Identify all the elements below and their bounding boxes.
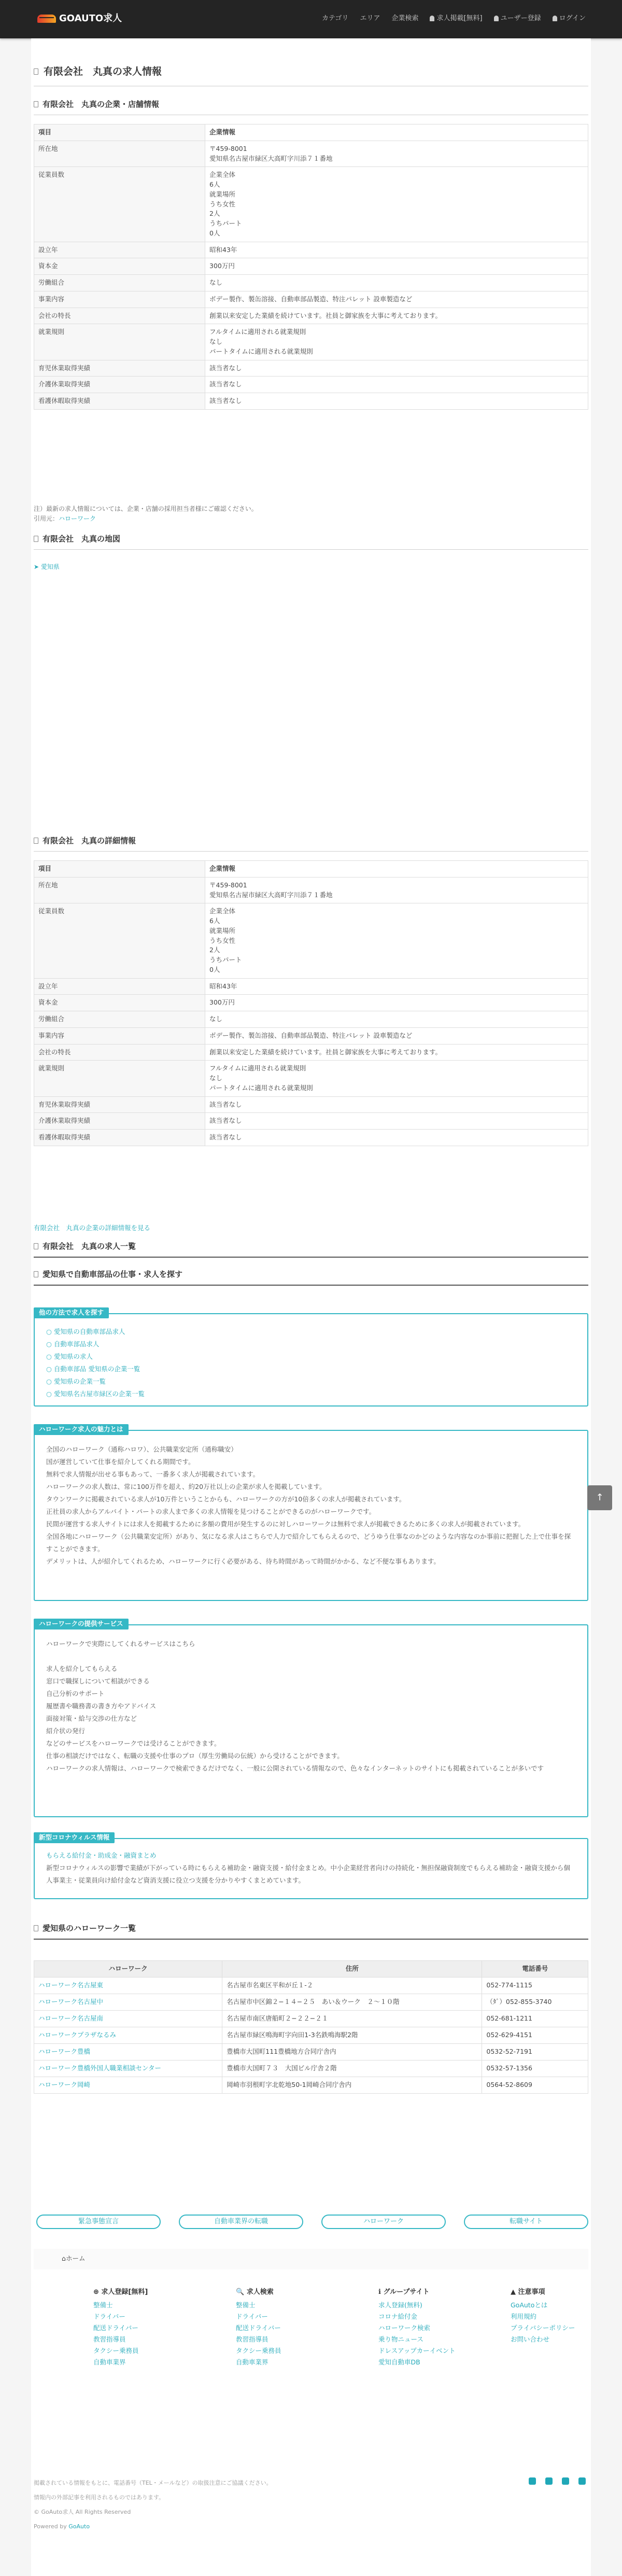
footer-link[interactable]: 求人登録(無料) [378, 2301, 422, 2309]
table-cell: 創業以来安定した業績を続けています。社員と御家族を大事に考えております。 [205, 308, 588, 324]
powered-by: Powered by GoAuto [34, 2523, 90, 2530]
footer-link[interactable]: お問い合わせ [511, 2335, 550, 2343]
other-search-link[interactable]: ○ 愛知県の求人 [46, 1350, 576, 1363]
brand-name: GOAUTO求人 [59, 13, 122, 24]
table-cell: 資本金 [34, 258, 205, 275]
nav-company-search[interactable]: 企業検索 [391, 15, 419, 22]
table-cell: 該当者なし [205, 1130, 588, 1146]
table-row [34, 978, 588, 995]
table-row [34, 291, 588, 308]
joblist-title: 有限会社 丸真の求人一覧 [34, 1241, 588, 1258]
footer-link[interactable]: GoAutoとは [511, 2301, 548, 2309]
disclaimer-2: 情報内の外部記事を利用されるものではあります。 [34, 2494, 165, 2501]
footer-link[interactable]: 整備士 [236, 2301, 256, 2309]
other-search-link[interactable]: ○ 自動車部品 愛知県の企業一覧 [46, 1363, 576, 1375]
table-cell: 設立年 [34, 242, 205, 258]
table-header-row [34, 1961, 588, 1978]
table-row [34, 1113, 588, 1130]
table-cell [34, 2043, 222, 2060]
hellowork-link[interactable]: ハローワーク名古屋南 [38, 2014, 104, 2022]
footer-col-title: 🔍 求人検索 [236, 2288, 274, 2296]
table-cell: 会社の特長 [34, 308, 205, 324]
footer-link[interactable]: 自動車業界 [93, 2358, 126, 2366]
table-cell: ボデー製作、製缶溶接、自動車部品製造、特注パレット 設車製造など [205, 291, 588, 308]
table-cell: 該当者なし [205, 360, 588, 377]
footer-link[interactable]: タクシー乗務員 [236, 2346, 281, 2355]
table-row [34, 308, 588, 324]
table-header-cell: 項目 [34, 124, 205, 141]
disclaimer: 掲載されている情報をもとに、電話番号（TEL・メールなど）の取扱注意にご協議ください。 [34, 2480, 272, 2486]
table-cell: 従業員数 [34, 167, 205, 242]
document-icon [34, 1271, 38, 1277]
table-cell [34, 2060, 222, 2077]
table-cell: 名古屋市中区錦２−１４−２５ あい＆ウーク ２〜１０階 [222, 1994, 482, 2010]
user-icon [494, 16, 499, 21]
covid-text: 新型コロナウィルスの影響で業績が下がっている時にもらえる補助金・融資支援・給付金まとめ。中小企業経営者向けの持続化・無担保融資制度でもらえる補助金・融資支援から個人事業主・従業員向け給付金など資消支援に役立つ支援を分かりやすくまとめています。 [46, 1864, 570, 1884]
table-cell: 設立年 [34, 978, 205, 995]
footer-col-icon: ⊕ [93, 2288, 102, 2296]
car-logo-icon [37, 15, 56, 23]
other-search-links [35, 1314, 587, 1405]
hellowork-link[interactable]: ハローワーク岡崎 [38, 2080, 91, 2088]
table-cell: 事業内容 [34, 291, 205, 308]
table-cell: 該当者なし [205, 393, 588, 410]
table-cell: 従業員数 [34, 903, 205, 978]
hellowork-link[interactable]: ハローワーク名古屋東 [38, 1981, 104, 1989]
btn-job-sites[interactable]: 転職サイト [464, 2215, 588, 2229]
footer-link[interactable]: 配送ドライバー [93, 2323, 138, 2332]
footer-col-title: ⊕ 求人登録[無料] [93, 2288, 148, 2296]
document-icon [34, 1243, 38, 1249]
footer-link[interactable]: 愛知自動車DB [378, 2358, 420, 2366]
table-cell [34, 2027, 222, 2043]
hellowork-service-box [34, 1620, 588, 1817]
btn-auto-career[interactable]: 自動車業界の転職 [179, 2215, 303, 2229]
table-header-cell: 企業情報 [205, 124, 588, 141]
breadcrumb [34, 2249, 588, 2269]
hellowork-appeal-box [34, 1425, 588, 1601]
footer-col-icon: 🔍 [236, 2288, 247, 2296]
hellowork-service-text: ハローワークで実際にしてくれるサービスはこちら 求人を紹介してもらえる 窓口で職探しについて相談ができる 自己分析のサポート 履歴書や職務書の書き方やアドバイス 面接対策・給与交渉の仕方など 紹介状の発行 などのサービスをハローワークでは受けることができます。 仕事の相談だけではなく、転職の支援や仕事のプロ（厚生労働局の伝統）から受けることができます。 ハローワークの求人情報は、ハローワークで検索できるだけでなく、一般に公開されている情報なので、色々なインターネットのサイトにも掲載されていることが多いです [46, 1640, 544, 1772]
table-cell: 〒459-8001 愛知県名古屋市緑区大高町字川添７１番地 [205, 877, 588, 903]
breadcrumb-home[interactable]: ホーム [65, 2254, 86, 2262]
table-cell: 企業全体 6人 就業場所 うち女性 2人 うちパート 0人 [205, 903, 588, 978]
home-icon: ⌂ [62, 2254, 66, 2262]
table-cell: 052-774-1115 [482, 1977, 588, 1994]
source-link[interactable]: ハローワーク [59, 515, 96, 523]
other-search-box [34, 1308, 588, 1407]
footer-col-icon: ▲ [511, 2288, 518, 2296]
map-area[interactable] [34, 562, 588, 853]
nav-register[interactable]: ユーザー登録 [494, 13, 541, 24]
table-header-row [34, 861, 588, 878]
footer-link[interactable]: ハローワーク検索 [378, 2323, 431, 2332]
table-row [34, 2043, 588, 2060]
paper-plane-icon: ➤ [34, 563, 41, 570]
table-header-cell: 項目 [34, 861, 205, 878]
footer-link[interactable]: 利用規約 [511, 2312, 537, 2320]
other-search-link[interactable]: ○ 愛知県名古屋市緑区の企業一覧 [46, 1388, 576, 1400]
main-nav [322, 13, 586, 24]
table-row [34, 1061, 588, 1096]
user-icon [430, 16, 434, 21]
footer-bottom [34, 2476, 588, 2534]
hellowork-table [34, 1960, 588, 2094]
table-row [34, 877, 588, 903]
hellowork-link[interactable]: ハローワーク名古屋中 [38, 1997, 104, 2006]
covid-box [34, 1833, 588, 1899]
instagram-icon[interactable] [562, 2477, 569, 2485]
table-row [34, 1011, 588, 1028]
document-icon [34, 536, 38, 542]
table-cell: フルタイムに適用される就業規則 なし パートタイムに適用される就業規則 [205, 1061, 588, 1096]
twitter-icon[interactable] [529, 2477, 536, 2485]
footer-link[interactable]: ドレスアップカーイベント [378, 2346, 456, 2355]
hellowork-service-title: ハローワークの提供サービス [34, 1619, 129, 1630]
nav-category[interactable]: カテゴリ [321, 15, 349, 22]
company-note: 注）最新の求人情報については、企業・店舗の採用担当者様にご確認ください。 引用元：ハローワーク [34, 505, 258, 523]
content-wrapper [31, 38, 591, 2576]
table-cell: 0564-52-8609 [482, 2077, 588, 2093]
table-cell: 該当者なし [205, 1096, 588, 1113]
table-cell: （ﾀﾞ）052-855-3740 [482, 1994, 588, 2010]
hw-table-wrap [34, 1960, 588, 2094]
nav-login[interactable]: ログイン [553, 13, 586, 24]
table-row [34, 258, 588, 275]
table-cell: 介護休業取得実績 [34, 377, 205, 393]
table-cell: 名古屋市南区唐船町２−２２−２１ [222, 2010, 482, 2027]
nav-post-job[interactable]: 求人掲載[無料] [430, 13, 482, 24]
table-cell: 企業全体 6人 就業場所 うち女性 2人 うちパート 0人 [205, 167, 588, 242]
detail-more-link[interactable]: 有限会社 丸真の企業の詳細情報を見る [34, 1224, 151, 1232]
bottom-buttons [34, 2215, 588, 2230]
btn-hellowork[interactable]: ハローワーク [321, 2215, 446, 2229]
table-cell [34, 1994, 222, 2010]
table-cell [34, 2077, 222, 2093]
table-cell: 052-629-4151 [482, 2027, 588, 2043]
table-row [34, 1130, 588, 1146]
other-search-link[interactable]: ○ 愛知県の自動車部品求人 [46, 1326, 576, 1338]
footer-link[interactable]: 整備士 [93, 2301, 113, 2309]
covid-box-title: 新型コロナウィルス情報 [34, 1832, 115, 1843]
footer-col-search [236, 2287, 350, 2368]
document-icon [34, 101, 38, 107]
table-cell: 名古屋市緑区鳴海町字向田1-3名鉄鳴海駅2階 [222, 2027, 482, 2043]
table-cell: 労働組合 [34, 1011, 205, 1028]
table-cell: 0532-52-7191 [482, 2043, 588, 2060]
table-row [34, 1977, 588, 1994]
table-cell: 豊橋市大国町７３ 大国ビル庁舎２階 [222, 2060, 482, 2077]
footer-link[interactable]: ドライバー [236, 2312, 268, 2320]
other-search-link[interactable]: ○ 自動車部品求人 [46, 1338, 576, 1350]
table-cell [34, 1977, 222, 1994]
table-cell: 該当者なし [205, 377, 588, 393]
table-row [34, 995, 588, 1011]
table-cell: 会社の特長 [34, 1044, 205, 1061]
table-cell: 0532-57-1356 [482, 2060, 588, 2077]
table-cell: 300万円 [205, 995, 588, 1011]
table-row [34, 1044, 588, 1061]
hw-list-title: 愛知県のハローワーク一覧 [34, 1923, 588, 1940]
pinterest-icon[interactable] [578, 2477, 586, 2485]
table-cell: 看護休暇取得実績 [34, 1130, 205, 1146]
footer-link[interactable]: 配送ドライバー [236, 2323, 281, 2332]
table-row [34, 167, 588, 242]
table-cell: 岡崎市羽根町字北乾地50-1岡崎合同庁舎内 [222, 2077, 482, 2093]
table-row [34, 2010, 588, 2027]
site-header [0, 0, 622, 38]
table-cell: 昭和43年 [205, 978, 588, 995]
hellowork-appeal-title: ハローワーク求人の魅力とは [34, 1424, 129, 1435]
footer-link[interactable]: タクシー乗務員 [93, 2346, 139, 2355]
table-header-row [34, 124, 588, 141]
table-cell: 創業以来安定した業績を続けています。社員と御家族を大事に考えております。 [205, 1044, 588, 1061]
table-cell: 昭和43年 [205, 242, 588, 258]
table-cell: 該当者なし [205, 1113, 588, 1130]
footer-col-notes [511, 2287, 622, 2345]
document-icon [34, 838, 38, 844]
table-row [34, 360, 588, 377]
hellowork-appeal-text: 全国のハローワーク（通称ハロワ）、公共職業安定所（通称職安） 国が運営していて仕事を紹介してくれる期間です。 無料で求人情報が出せる事もあって、一番多く求人が掲載されています。 ハローワークの求人数は、常に100万件を超え、約20万社以上の企業が求人を掲載しています。 タウンワークに掲載されている求人が10万件ということからも、ハローワークの方が10倍多くの求人が掲載されています。 正社員の求人からアルバイト・パートの求人まで多くの求人情報を見つけることができるのがハローワークです。 民間が運営する求人サイトには求人を掲載するために多額の費用が発生するのに対しハローワークは無料で求人が掲載できるために多くの求人が掲載されています。 全国各地にハローワーク（公共職業安定所）があり、気になる求人はこちらで人力で紹介してもらえるので、どうゆう仕事なのかどのような内容なのか事前に把握した上で仕事を探すことができます。 デメリットは、人が紹介してくれるため、ハローワークに行く必要がある、待ち時間があって時間がかかる、など不便な事もあります。 [46, 1445, 571, 1565]
table-row [34, 1994, 588, 2010]
map-section-title: 有限会社 丸真の地図 [34, 533, 588, 550]
table-row [34, 2027, 588, 2043]
footer-link[interactable]: 乗り物ニュース [378, 2335, 423, 2343]
table-cell: 052-681-1211 [482, 2010, 588, 2027]
company-info-table [34, 124, 588, 410]
table-cell: 事業内容 [34, 1027, 205, 1044]
table-cell: ボデー製作、製缶溶接、自動車部品製造、特注パレット 設車製造など [205, 1027, 588, 1044]
footer-link[interactable]: コロナ給付金 [378, 2312, 418, 2320]
company-section-title: 有限会社 丸真の企業・店舗情報 [34, 99, 588, 115]
hellowork-link[interactable]: ハローワーク豊橋外国人職業相談センター [38, 2064, 162, 2072]
facebook-icon[interactable] [545, 2477, 553, 2485]
scroll-top-button[interactable]: ↑ [587, 1485, 612, 1510]
table-cell: なし [205, 1011, 588, 1028]
detail-table-wrap [34, 860, 588, 1146]
table-cell: 育児休業取得実績 [34, 1096, 205, 1113]
aichi-title: 愛知県で自動車部品の仕事・求人を探す [34, 1269, 588, 1286]
document-icon [34, 1925, 38, 1931]
footer-col-icon: ℹ [378, 2288, 384, 2296]
detail-info-table [34, 860, 588, 1146]
site-logo[interactable] [37, 11, 122, 25]
other-search-box-title: 他の方法で求人を探す [34, 1307, 109, 1318]
footer-col-title: ▲ 注意事項 [511, 2288, 545, 2296]
table-cell [34, 2010, 222, 2027]
btn-emergency[interactable]: 緊急事態宣言 [36, 2215, 161, 2229]
table-cell: 名古屋市名東区平和が丘１-２ [222, 1977, 482, 1994]
detail-more [34, 1223, 588, 1233]
detail-section-title: 有限会社 丸真の詳細情報 [34, 835, 588, 852]
footer-col-group [378, 2287, 492, 2368]
footer-link[interactable]: プライバシーポリシー [511, 2323, 575, 2332]
table-cell: 育児休業取得実績 [34, 360, 205, 377]
table-cell: 所在地 [34, 877, 205, 903]
footer-link[interactable]: 自動車業界 [236, 2358, 268, 2366]
footer-link[interactable]: 教習指導員 [93, 2335, 126, 2343]
table-header-cell: ハローワーク [34, 1961, 222, 1978]
table-cell: 介護休業取得実績 [34, 1113, 205, 1130]
table-row [34, 242, 588, 258]
other-search-link[interactable]: ○ 愛知県の企業一覧 [46, 1375, 576, 1388]
table-row [34, 377, 588, 393]
table-header-cell: 企業情報 [205, 861, 588, 878]
table-row [34, 141, 588, 167]
table-row [34, 1096, 588, 1113]
covid-link[interactable]: もらえる給付金・助成金・融資まとめ [46, 1851, 157, 1859]
table-cell: 看護休暇取得実績 [34, 393, 205, 410]
footer-link[interactable]: ドライバー [93, 2312, 125, 2320]
document-icon [34, 68, 38, 75]
table-row [34, 393, 588, 410]
table-header-cell: 電話番号 [482, 1961, 588, 1978]
table-row [34, 2060, 588, 2077]
table-cell: フルタイムに適用される就業規則 なし パートタイムに適用される就業規則 [205, 324, 588, 360]
powered-link[interactable]: GoAuto [68, 2523, 90, 2530]
hellowork-link[interactable]: ハローワーク豊橋 [38, 2047, 91, 2055]
table-cell: 豊橋市大国町111豊橋地方合同庁舎内 [222, 2043, 482, 2060]
nav-area[interactable]: エリア [360, 15, 380, 22]
login-icon [553, 16, 557, 21]
table-cell: 労働組合 [34, 275, 205, 291]
table-cell: 所在地 [34, 141, 205, 167]
table-row [34, 2077, 588, 2093]
table-cell: なし [205, 275, 588, 291]
table-row [34, 324, 588, 360]
company-table-wrap [34, 124, 588, 410]
footer-columns [34, 2287, 588, 2386]
map-pref-link[interactable]: ➤ 愛知県 [34, 563, 60, 570]
table-cell: 就業規則 [34, 1061, 205, 1096]
social-links [519, 2476, 586, 2490]
hellowork-link[interactable]: ハローワークプラザなるみ [38, 2030, 117, 2039]
page-title: 有限会社 丸真の求人情報 [34, 64, 588, 87]
table-cell: 就業規則 [34, 324, 205, 360]
table-cell: 資本金 [34, 995, 205, 1011]
table-cell: 〒459-8001 愛知県名古屋市緑区大高町字川添７１番地 [205, 141, 588, 167]
footer-col-register [93, 2287, 207, 2368]
copyright: © GoAuto求人 All Rights Reserved [34, 2509, 131, 2515]
table-row [34, 1027, 588, 1044]
table-cell: 300万円 [205, 258, 588, 275]
table-row [34, 903, 588, 978]
table-row [34, 275, 588, 291]
footer-col-title: ℹ グループサイト [378, 2288, 430, 2296]
footer-link[interactable]: 教習指導員 [236, 2335, 268, 2343]
table-header-cell: 住所 [222, 1961, 482, 1978]
